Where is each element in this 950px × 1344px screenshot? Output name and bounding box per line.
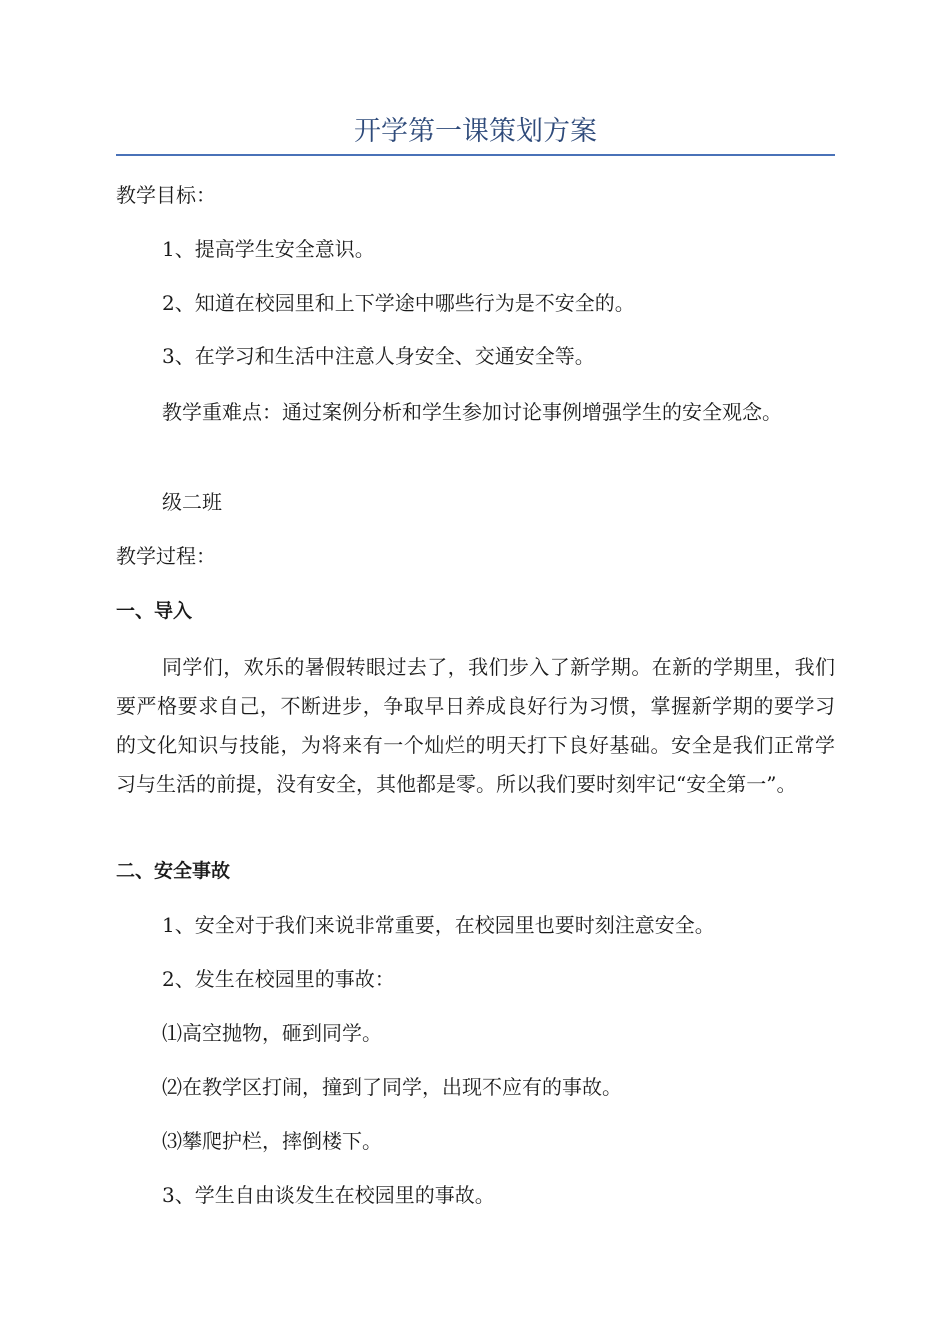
section-heading-accidents: 二、安全事故: [116, 860, 231, 882]
page-title: 开学第一课策划方案: [354, 116, 597, 147]
goal-item-2: 2、知道在校园里和上下学途中哪些行为是不安全的。: [162, 291, 635, 315]
accident-item-1: 1、安全对于我们来说非常重要，在校园里也要时刻注意安全。: [162, 913, 715, 937]
accident-subitem-2: ⑵在教学区打闹，撞到了同学，出现不应有的事故。: [162, 1075, 622, 1099]
goals-heading: 教学目标：: [116, 183, 216, 207]
accident-subitem-1: ⑴高空抛物，砸到同学。: [162, 1021, 382, 1045]
accident-item-3: 3、学生自由谈发生在校园里的事故。: [162, 1183, 495, 1207]
goal-item-3: 3、在学习和生活中注意人身安全、交通安全等。: [162, 344, 595, 368]
process-heading: 教学过程：: [116, 544, 216, 568]
accident-subitem-3: ⑶攀爬护栏，摔倒楼下。: [162, 1129, 382, 1153]
title-underline: [116, 154, 835, 156]
class-label: 级二班: [162, 490, 222, 514]
difficulty-paragraph: 教学重难点：通过案例分析和学生参加讨论事例增强学生的安全观念。: [162, 400, 782, 424]
section-heading-intro: 一、导入: [116, 600, 193, 622]
accident-item-2: 2、发生在校园里的事故：: [162, 967, 395, 991]
goal-item-1: 1、提高学生安全意识。: [162, 237, 375, 261]
intro-paragraph: 同学们，欢乐的暑假转眼过去了，我们步入了新学期。在新的学期里，我们要严格要求自己，不断进步，争取早日养成良好行为习惯，掌握新学期的要学习的文化知识与技能，为将来有一个灿烂的明天打下良好基础。安全是我们正常学习与生活的前提，没有安全，其他都是零。所以我们要时刻牢记“安全第一”。: [116, 655, 835, 796]
